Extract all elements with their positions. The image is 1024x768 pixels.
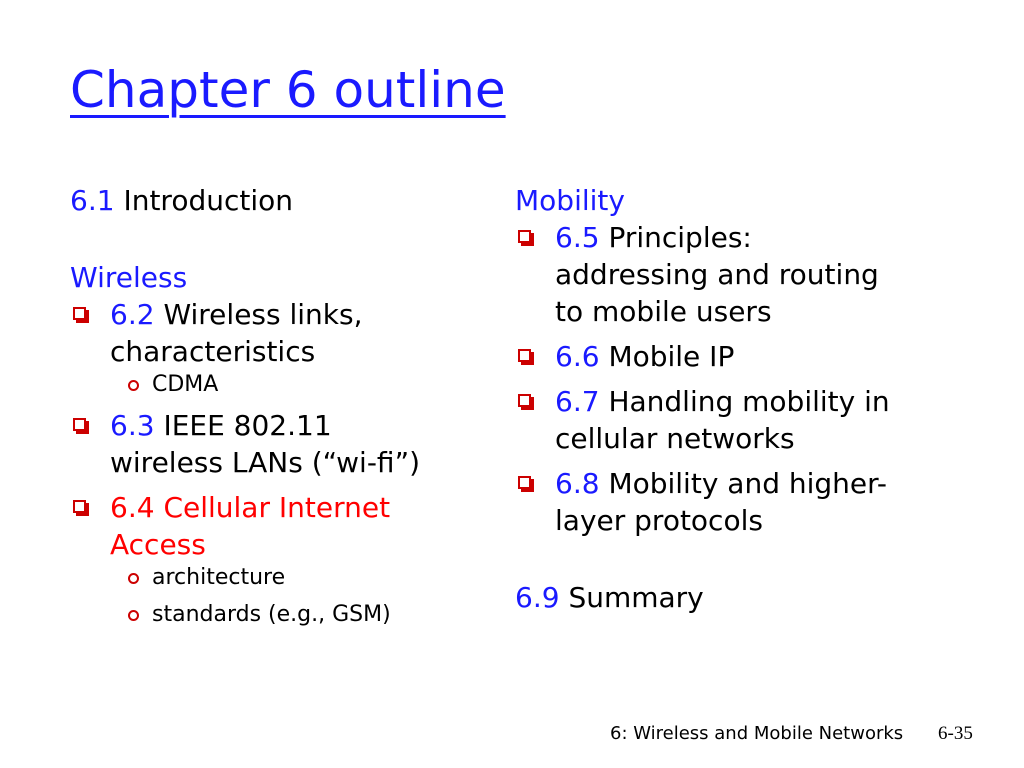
outline-item-6-3	[70, 407, 490, 481]
outline-item-6-5	[515, 219, 955, 330]
wireless-heading: Wireless	[70, 261, 188, 294]
item-text-line2: cellular networks	[555, 422, 795, 455]
circle-bullet-icon	[128, 380, 139, 391]
sub-item-cdma	[70, 370, 490, 399]
item-number: 6.5	[555, 221, 600, 254]
sub-item-standards	[70, 600, 490, 629]
sub-item-text: standards (e.g., GSM)	[152, 602, 391, 627]
outline-item-6-8	[515, 465, 955, 539]
item-number: 6.2	[110, 298, 155, 331]
item-text-line2: wireless LANs (“wi-fi”)	[110, 446, 420, 479]
footer-text: 6: Wireless and Mobile Networks	[610, 723, 904, 744]
square-bullet-icon	[518, 349, 531, 362]
sub-item-text: architecture	[152, 565, 286, 590]
item-text-line1: Mobility and higher-	[608, 467, 887, 500]
item-text-line1: IEEE 802.11	[163, 409, 332, 442]
item-text-line1: Principles:	[608, 221, 752, 254]
summary-number: 6.9	[515, 581, 560, 614]
outline-item-6-4	[70, 489, 490, 563]
item-number: 6.6	[555, 340, 600, 373]
intro-number: 6.1	[70, 184, 115, 217]
outline-item-6-2	[70, 296, 490, 370]
intro-text: Introduction	[123, 184, 293, 217]
slide-title: Chapter 6 outline	[70, 61, 506, 119]
item-text-line2: Access	[110, 528, 206, 561]
item-text-line2: characteristics	[110, 335, 316, 368]
right-column	[515, 182, 955, 616]
summary-text: Summary	[568, 581, 704, 614]
circle-bullet-icon	[128, 610, 139, 621]
circle-bullet-icon	[128, 573, 139, 584]
intro-line	[70, 182, 490, 219]
outline-item-6-6	[515, 338, 955, 375]
item-number: 6.3	[110, 409, 155, 442]
square-bullet-icon	[73, 500, 86, 513]
item-text-line2: layer protocols	[555, 504, 763, 537]
mobility-heading: Mobility	[515, 184, 625, 217]
item-number: 6.7	[555, 385, 600, 418]
item-text-line3: to mobile users	[555, 295, 772, 328]
square-bullet-icon	[518, 230, 531, 243]
sub-item-architecture	[70, 563, 490, 592]
item-number: 6.8	[555, 467, 600, 500]
square-bullet-icon	[518, 476, 531, 489]
item-text-line1: Mobile IP	[608, 340, 735, 373]
item-text-line1: Wireless links,	[163, 298, 363, 331]
left-column	[70, 182, 490, 629]
summary-line	[515, 579, 955, 616]
item-text-line1: Handling mobility in	[608, 385, 890, 418]
item-text-line1: Cellular Internet	[163, 491, 391, 524]
square-bullet-icon	[73, 418, 86, 431]
square-bullet-icon	[518, 394, 531, 407]
page-number: 6-35	[938, 723, 973, 744]
sub-item-text: CDMA	[152, 372, 219, 397]
outline-item-6-7	[515, 383, 955, 457]
item-text-line2: addressing and routing	[555, 258, 879, 291]
item-number: 6.4	[110, 491, 155, 524]
square-bullet-icon	[73, 307, 86, 320]
